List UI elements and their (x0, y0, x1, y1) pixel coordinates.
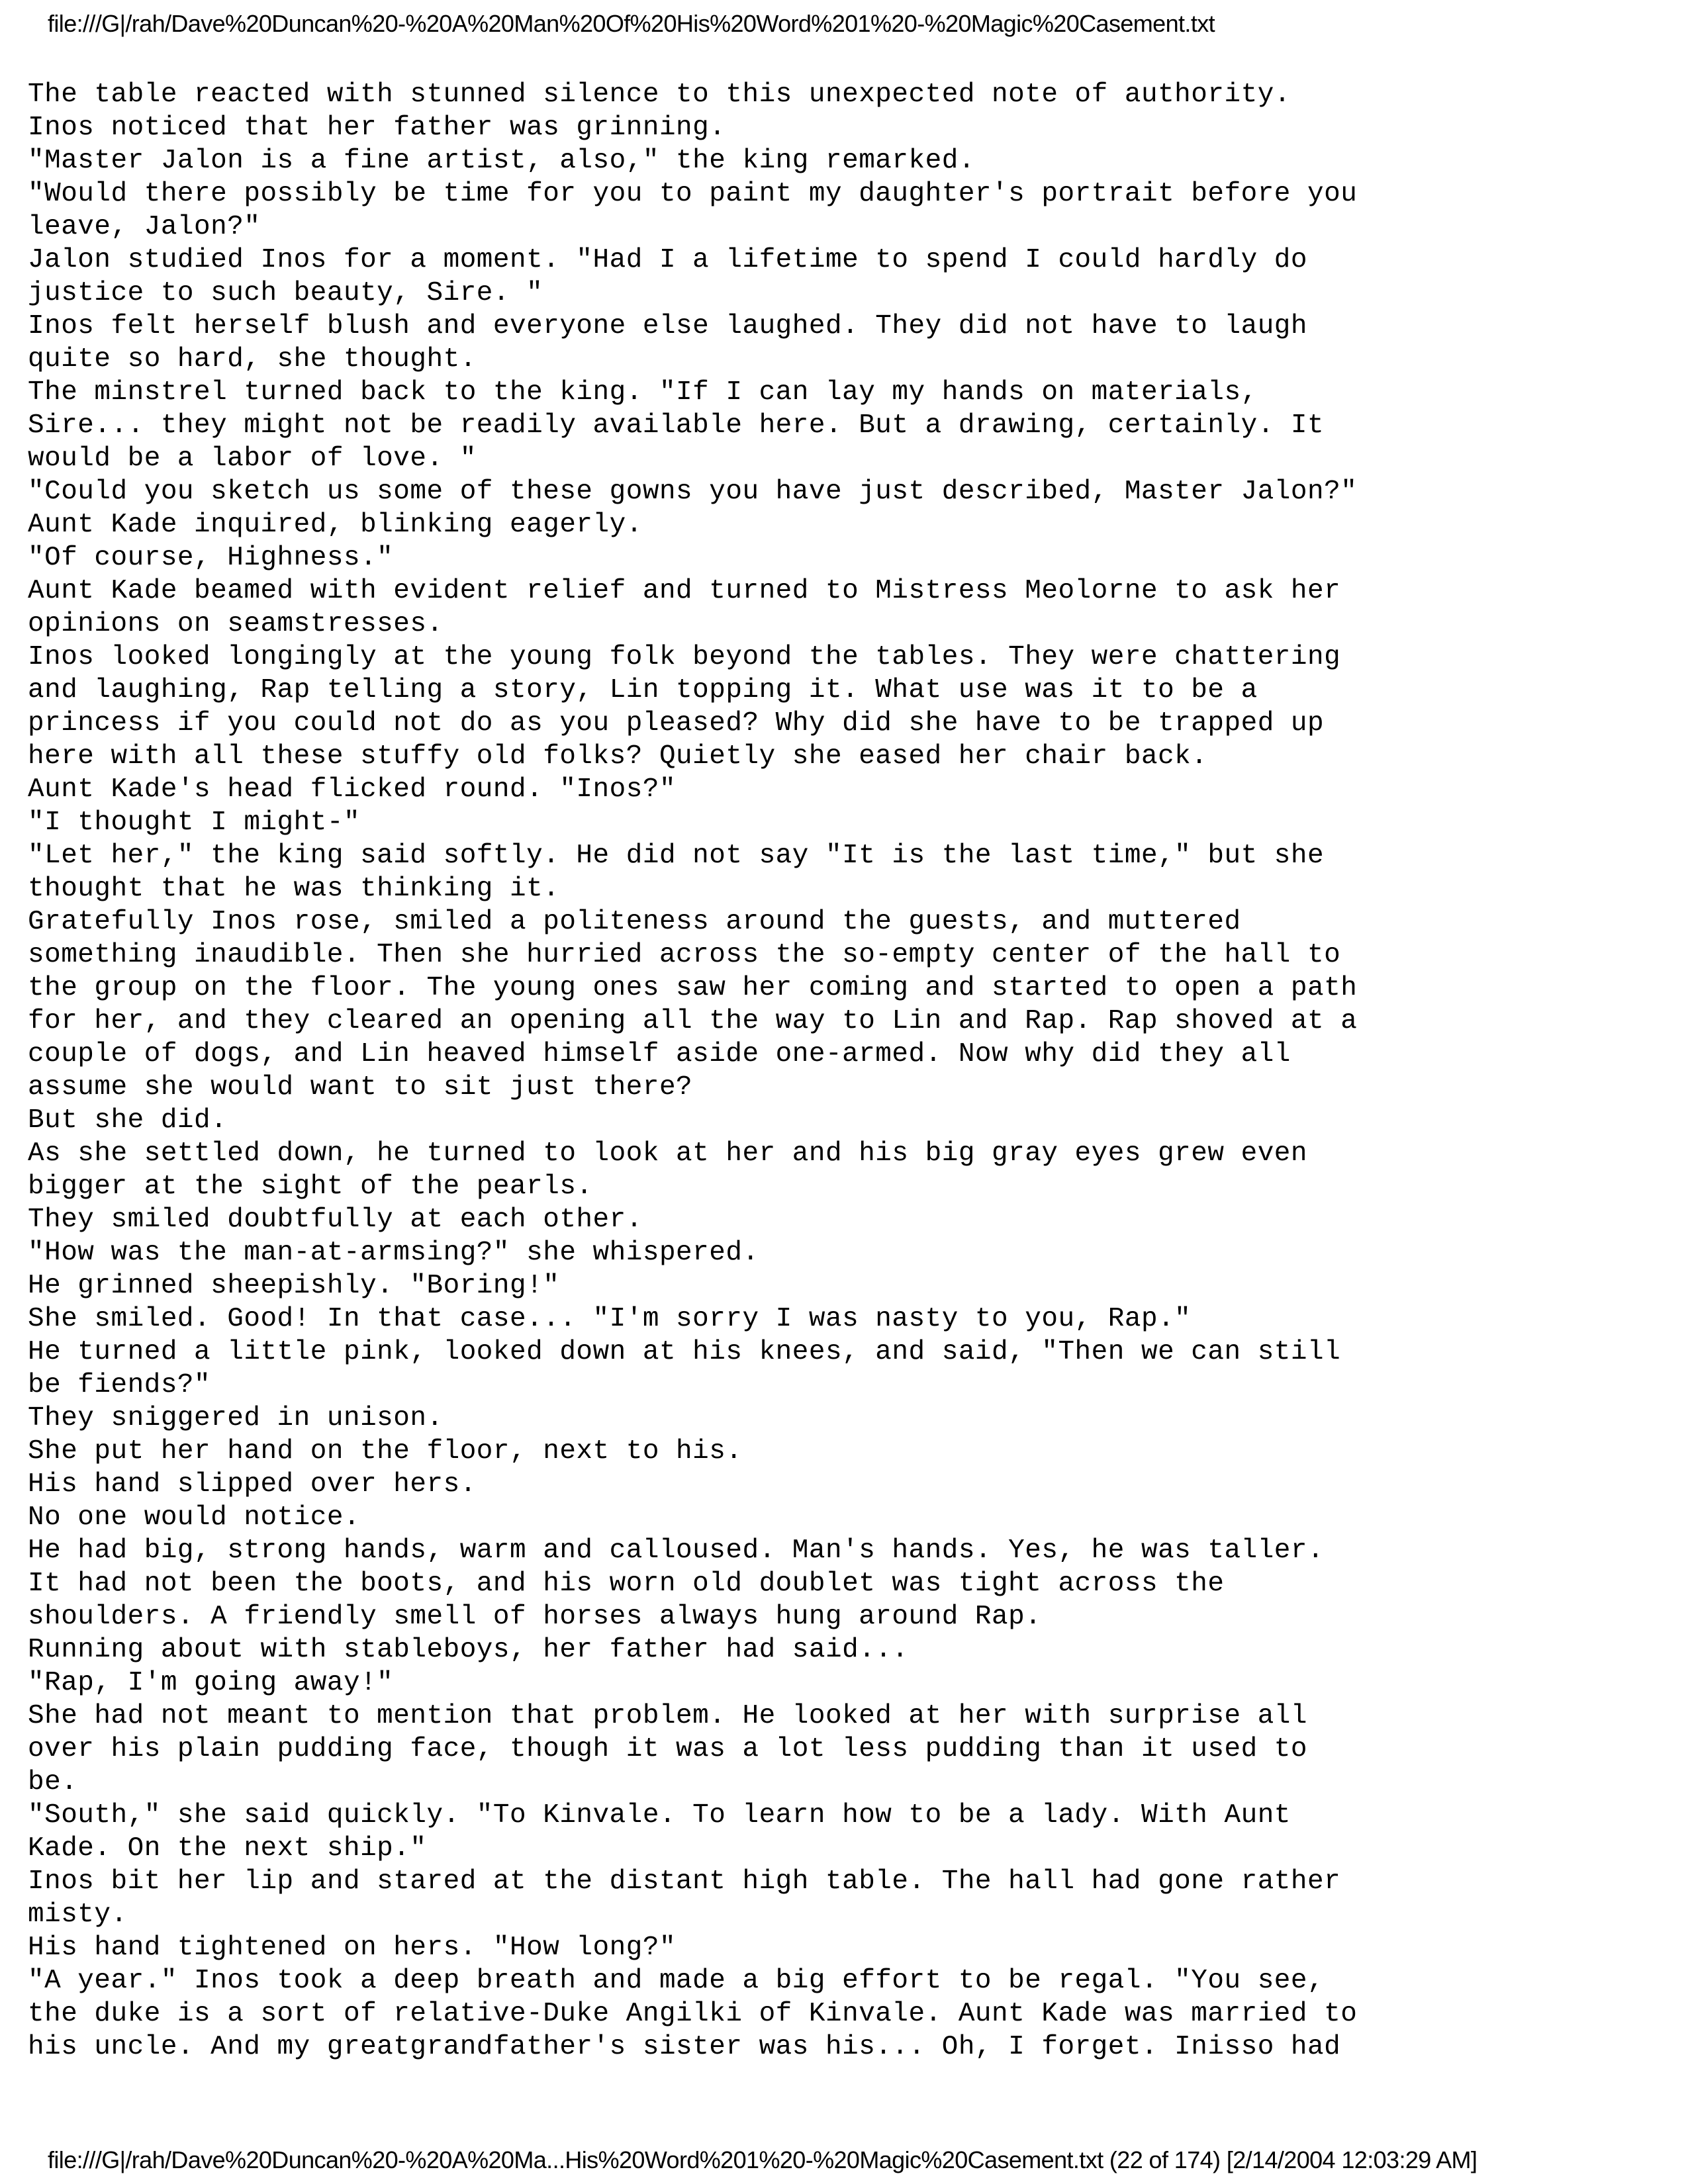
text-line: and laughing, Rap telling a story, Lin topping it. What use was it to be a (28, 675, 1258, 705)
text-line: princess if you could not do as you pleased? Why did she have to be trapped up (28, 708, 1325, 739)
text-line: "Of course, Highness." (28, 543, 394, 573)
text-line: His hand slipped over hers. (28, 1469, 477, 1500)
text-line: Inos noticed that her father was grinning. (28, 113, 726, 143)
text-line: They smiled doubtfully at each other. (28, 1205, 643, 1235)
text-line: Inos felt herself blush and everyone else laughed. They did not have to laugh (28, 311, 1308, 341)
text-line: He had big, strong hands, warm and calloused. Man's hands. Yes, he was taller. (28, 1535, 1325, 1566)
text-line: No one would notice. (28, 1502, 361, 1533)
text-line: here with all these stuffy old folks? Quietly she eased her chair back. (28, 741, 1208, 772)
text-line: couple of dogs, and Lin heaved himself aside one-armed. Now why did they all (28, 1039, 1291, 1069)
text-line: Sire... they might not be readily available here. But a drawing, certainly. It (28, 410, 1325, 441)
text-line: Running about with stableboys, her father had said... (28, 1635, 909, 1665)
text-line: "Let her," the king said softly. He did not say "It is the last time," but she (28, 841, 1325, 871)
text-line: over his plain pudding face, though it was a lot less pudding than it used to (28, 1734, 1308, 1764)
text-line: his uncle. And my greatgrandfather's sister was his... Oh, I forget. Inisso had (28, 2032, 1341, 2062)
text-line: the group on the floor. The young ones saw her coming and started to open a path (28, 973, 1358, 1003)
text-line: "A year." Inos took a deep breath and made a big effort to be regal. "You see, (28, 1966, 1325, 1996)
text-line: Gratefully Inos rose, smiled a politeness around the guests, and muttered (28, 907, 1241, 937)
text-line: leave, Jalon?" (28, 212, 261, 242)
text-line: It had not been the boots, and his worn old doublet was tight across the (28, 1569, 1225, 1599)
text-line: But she did. (28, 1105, 228, 1136)
text-line: She had not meant to mention that problem. He looked at her with surprise all (28, 1701, 1308, 1731)
text-line: assume she would want to sit just there? (28, 1072, 693, 1103)
text-line: thought that he was thinking it. (28, 874, 560, 904)
document-body (28, 78, 1357, 2064)
text-line: They sniggered in unison. (28, 1403, 444, 1433)
text-line: would be a labor of love. " (28, 443, 477, 474)
text-line: He grinned sheepishly. "Boring!" (28, 1271, 560, 1301)
text-line: misty. (28, 1899, 128, 1930)
text-line: Kade. On the next ship." (28, 1833, 427, 1864)
text-line: As she settled down, he turned to look at her and his big gray eyes grew even (28, 1138, 1308, 1169)
text-line: She put her hand on the floor, next to his. (28, 1436, 743, 1467)
text-line: justice to such beauty, Sire. " (28, 278, 543, 308)
text-line: He turned a little pink, looked down at his knees, and said, "Then we can still (28, 1337, 1341, 1367)
text-line: shoulders. A friendly smell of horses always hung around Rap. (28, 1602, 1042, 1632)
text-line: The table reacted with stunned silence to this unexpected note of authority. (28, 79, 1291, 110)
page-header-path: file:///G|/rah/Dave%20Duncan%20-%20A%20Man%20Of%20His%20Word%201%20-%20Magic%20Casement.txt (48, 10, 1215, 37)
text-line: opinions on seamstresses. (28, 609, 444, 639)
text-line: "Rap, I'm going away!" (28, 1668, 394, 1698)
text-line: be fiends?" (28, 1370, 211, 1400)
text-line: "Would there possibly be time for you to paint my daughter's portrait before you (28, 179, 1358, 209)
text-line: Aunt Kade's head flicked round. "Inos?" (28, 774, 677, 805)
text-line: bigger at the sight of the pearls. (28, 1171, 593, 1202)
text-line: "I thought I might-" (28, 807, 361, 838)
text-line: "South," she said quickly. "To Kinvale. To learn how to be a lady. With Aunt (28, 1800, 1291, 1831)
text-line: Aunt Kade beamed with evident relief and turned to Mistress Meolorne to ask her (28, 576, 1341, 606)
page-footer-path: file:///G|/rah/Dave%20Duncan%20-%20A%20Ma...His%20Word%201%20-%20Magic%20Casement.txt (22 of 174) [2/14/2004 12:03:29 AM] (48, 2146, 1477, 2173)
text-line: quite so hard, she thought. (28, 344, 477, 375)
text-line: Aunt Kade inquired, blinking eagerly. (28, 510, 643, 540)
text-line: "Master Jalon is a fine artist, also," the king remarked. (28, 146, 975, 176)
text-line: something inaudible. Then she hurried across the so-empty center of the hall to (28, 940, 1341, 970)
text-line: "Could you sketch us some of these gowns you have just described, Master Jalon?" (28, 477, 1358, 507)
text-line: His hand tightened on hers. "How long?" (28, 1933, 677, 1963)
text-line: for her, and they cleared an opening all the way to Lin and Rap. Rap shoved at a (28, 1006, 1358, 1036)
text-line: the duke is a sort of relative-Duke Angilki of Kinvale. Aunt Kade was married to (28, 1999, 1358, 2029)
text-line: Inos looked longingly at the young folk beyond the tables. They were chattering (28, 642, 1341, 672)
text-line: Inos bit her lip and stared at the distant high table. The hall had gone rather (28, 1866, 1341, 1897)
text-line: Jalon studied Inos for a moment. "Had I a lifetime to spend I could hardly do (28, 245, 1308, 275)
text-line: "How was the man-at-armsing?" she whispered. (28, 1238, 759, 1268)
text-line: The minstrel turned back to the king. "If I can lay my hands on materials, (28, 377, 1258, 408)
text-line: She smiled. Good! In that case... "I'm sorry I was nasty to you, Rap." (28, 1304, 1192, 1334)
text-line: be. (28, 1767, 78, 1797)
